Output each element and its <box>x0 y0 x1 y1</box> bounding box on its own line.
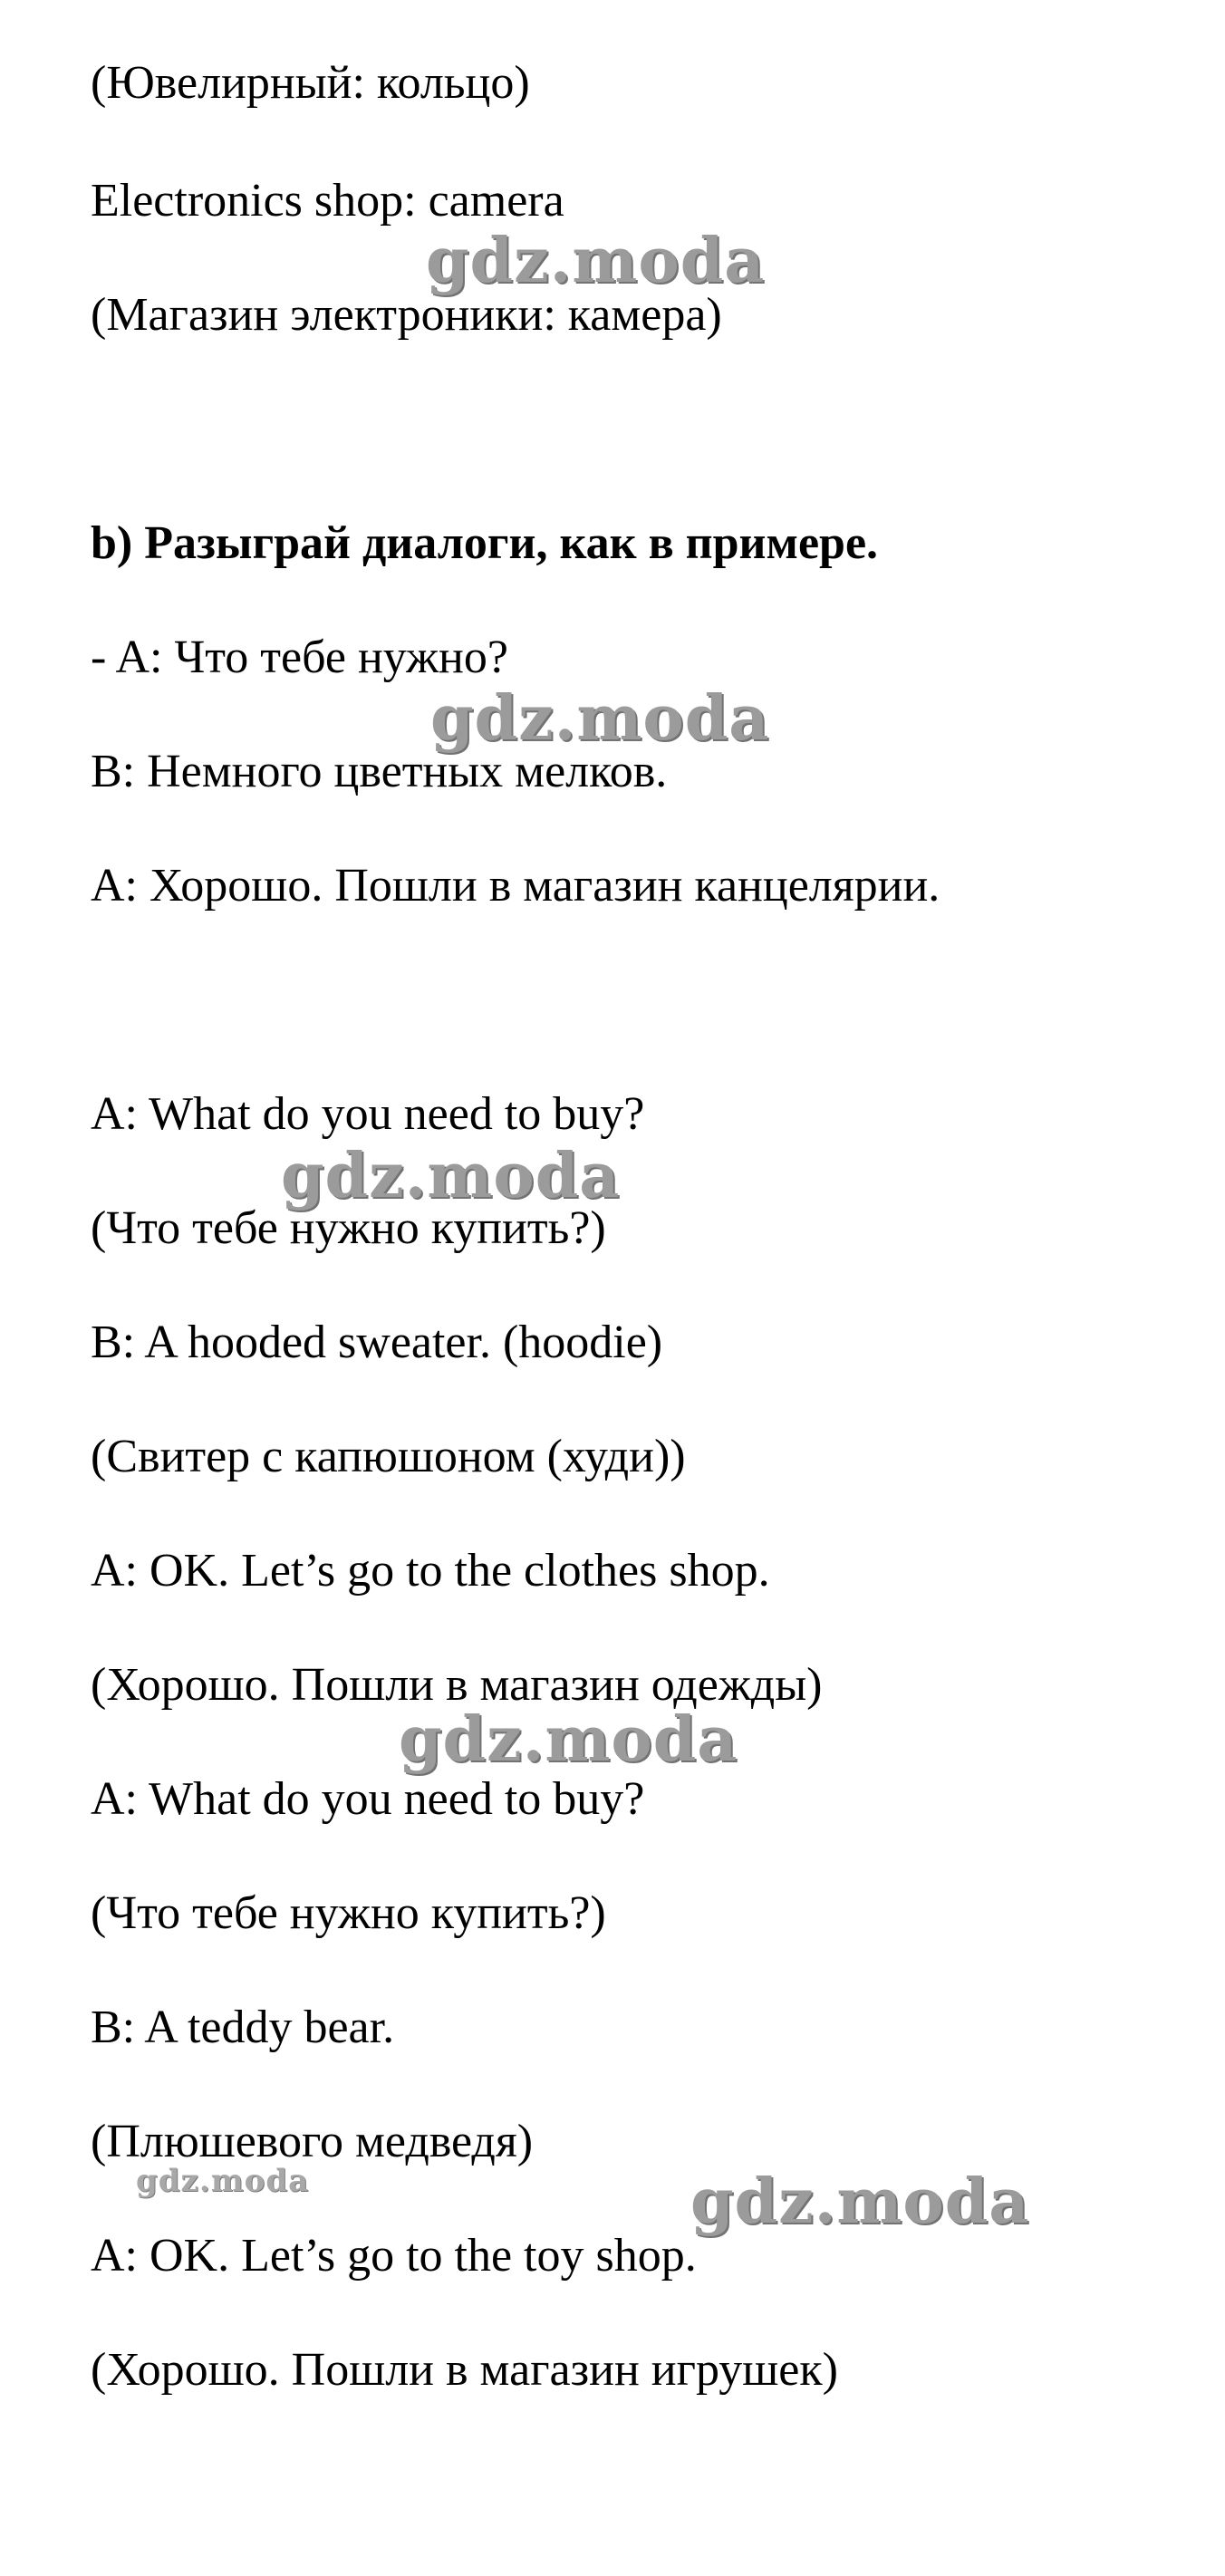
text-line-dialog1-b-translation: (Свитер с капюшоном (худи)) <box>91 1431 686 1482</box>
watermark: gdz.moda <box>281 1140 621 1212</box>
text-line-dialog1-a2-translation: (Хорошо. Пошли в магазин одежды) <box>91 1659 823 1711</box>
text-line-dialog1-b: B: A hooded sweater. (hoodie) <box>91 1317 663 1368</box>
text-line-dialog2-a1: A: What do you need to buy? <box>91 1773 645 1825</box>
section-heading-b: b) Разыграй диалоги, как в примере. <box>91 517 879 569</box>
text-line-dialog2-b: B: A teddy bear. <box>91 2002 395 2053</box>
text-line-dialog2-b-translation: (Плюшевого медведя) <box>91 2116 534 2167</box>
text-line-example-b: B: Немного цветных мелков. <box>91 746 668 797</box>
text-line-jewelry: (Ювелирный: кольцо) <box>91 57 530 109</box>
text-line-dialog1-a2: A: OK. Let’s go to the clothes shop. <box>91 1545 770 1597</box>
text-line-example-a1: - A: Что тебе нужно? <box>91 632 508 683</box>
text-line-dialog1-a1: A: What do you need to buy? <box>91 1088 645 1140</box>
text-line-electronics-shop: Electronics shop: camera <box>91 175 564 227</box>
text-line-dialog1-a1-translation: (Что тебе нужно купить?) <box>91 1202 606 1254</box>
watermark: gdz.moda <box>136 2163 310 2199</box>
watermark: gdz.moda <box>690 2166 1030 2238</box>
text-line-electronics-translation: (Магазин электроники: камера) <box>91 289 722 341</box>
watermark: gdz.moda <box>399 1703 738 1776</box>
text-line-dialog2-a2: A: OK. Let’s go to the toy shop. <box>91 2230 697 2282</box>
watermark: gdz.moda <box>426 225 766 297</box>
watermark: gdz.moda <box>430 682 770 755</box>
text-line-dialog2-a1-translation: (Что тебе нужно купить?) <box>91 1887 606 1939</box>
text-line-dialog2-a2-translation: (Хорошо. Пошли в магазин игрушек) <box>91 2344 838 2396</box>
text-line-example-a2: A: Хорошо. Пошли в магазин канцелярии. <box>91 860 940 912</box>
